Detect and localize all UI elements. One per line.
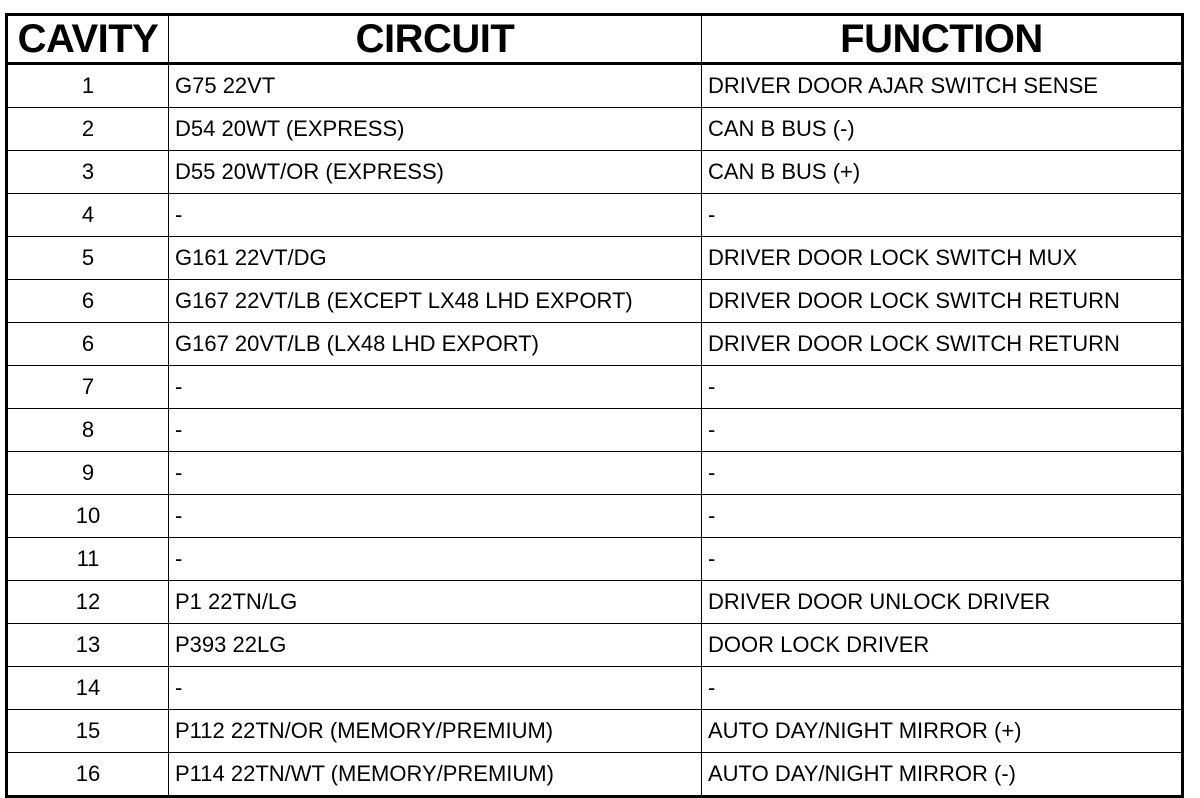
cavity-cell: 10 [7, 495, 169, 538]
circuit-cell: P112 22TN/OR (MEMORY/PREMIUM) [169, 710, 702, 753]
header-circuit: CIRCUIT [169, 15, 702, 64]
table-row [7, 452, 1183, 495]
function-cell: - [702, 366, 1183, 409]
cavity-cell: 12 [7, 581, 169, 624]
table-header [7, 15, 1183, 64]
circuit-cell: - [169, 409, 702, 452]
table-row [7, 710, 1183, 753]
table-row [7, 280, 1183, 323]
cavity-cell: 6 [7, 280, 169, 323]
function-cell: AUTO DAY/NIGHT MIRROR (+) [702, 710, 1183, 753]
cavity-cell: 5 [7, 237, 169, 280]
cavity-cell: 9 [7, 452, 169, 495]
cavity-cell: 7 [7, 366, 169, 409]
table-row [7, 409, 1183, 452]
cavity-cell: 2 [7, 108, 169, 151]
connector-pinout-table [5, 13, 1184, 798]
table-row [7, 667, 1183, 710]
function-cell: DRIVER DOOR AJAR SWITCH SENSE [702, 64, 1183, 108]
table-row [7, 366, 1183, 409]
function-cell: - [702, 538, 1183, 581]
circuit-cell: G167 22VT/LB (EXCEPT LX48 LHD EXPORT) [169, 280, 702, 323]
circuit-cell: G75 22VT [169, 64, 702, 108]
function-cell: - [702, 452, 1183, 495]
cavity-cell: 15 [7, 710, 169, 753]
circuit-cell: G167 20VT/LB (LX48 LHD EXPORT) [169, 323, 702, 366]
cavity-cell: 1 [7, 64, 169, 108]
function-cell: DRIVER DOOR LOCK SWITCH RETURN [702, 280, 1183, 323]
circuit-cell: D55 20WT/OR (EXPRESS) [169, 151, 702, 194]
circuit-cell: - [169, 495, 702, 538]
circuit-cell: G161 22VT/DG [169, 237, 702, 280]
circuit-cell: - [169, 667, 702, 710]
table-row [7, 64, 1183, 108]
cavity-cell: 6 [7, 323, 169, 366]
circuit-cell: - [169, 452, 702, 495]
header-function: FUNCTION [702, 15, 1183, 64]
table-row [7, 495, 1183, 538]
circuit-cell: - [169, 538, 702, 581]
function-cell: CAN B BUS (-) [702, 108, 1183, 151]
table-row [7, 581, 1183, 624]
table-row [7, 323, 1183, 366]
table-row [7, 237, 1183, 280]
circuit-cell: P393 22LG [169, 624, 702, 667]
function-cell: CAN B BUS (+) [702, 151, 1183, 194]
circuit-cell: P114 22TN/WT (MEMORY/PREMIUM) [169, 753, 702, 797]
table-row [7, 151, 1183, 194]
function-cell: - [702, 495, 1183, 538]
table-row [7, 538, 1183, 581]
table-row [7, 753, 1183, 797]
circuit-cell: - [169, 194, 702, 237]
cavity-cell: 13 [7, 624, 169, 667]
table-row [7, 194, 1183, 237]
cavity-cell: 3 [7, 151, 169, 194]
function-cell: DRIVER DOOR LOCK SWITCH RETURN [702, 323, 1183, 366]
cavity-cell: 16 [7, 753, 169, 797]
function-cell: - [702, 194, 1183, 237]
function-cell: DRIVER DOOR LOCK SWITCH MUX [702, 237, 1183, 280]
function-cell: - [702, 667, 1183, 710]
cavity-cell: 4 [7, 194, 169, 237]
function-cell: DRIVER DOOR UNLOCK DRIVER [702, 581, 1183, 624]
table-row [7, 108, 1183, 151]
circuit-cell: D54 20WT (EXPRESS) [169, 108, 702, 151]
table-body [7, 64, 1183, 797]
function-cell: - [702, 409, 1183, 452]
circuit-cell: - [169, 366, 702, 409]
cavity-cell: 8 [7, 409, 169, 452]
cavity-cell: 14 [7, 667, 169, 710]
cavity-cell: 11 [7, 538, 169, 581]
table-row [7, 624, 1183, 667]
circuit-cell: P1 22TN/LG [169, 581, 702, 624]
header-cavity: CAVITY [7, 15, 169, 64]
function-cell: AUTO DAY/NIGHT MIRROR (-) [702, 753, 1183, 797]
function-cell: DOOR LOCK DRIVER [702, 624, 1183, 667]
header-row [7, 15, 1183, 64]
